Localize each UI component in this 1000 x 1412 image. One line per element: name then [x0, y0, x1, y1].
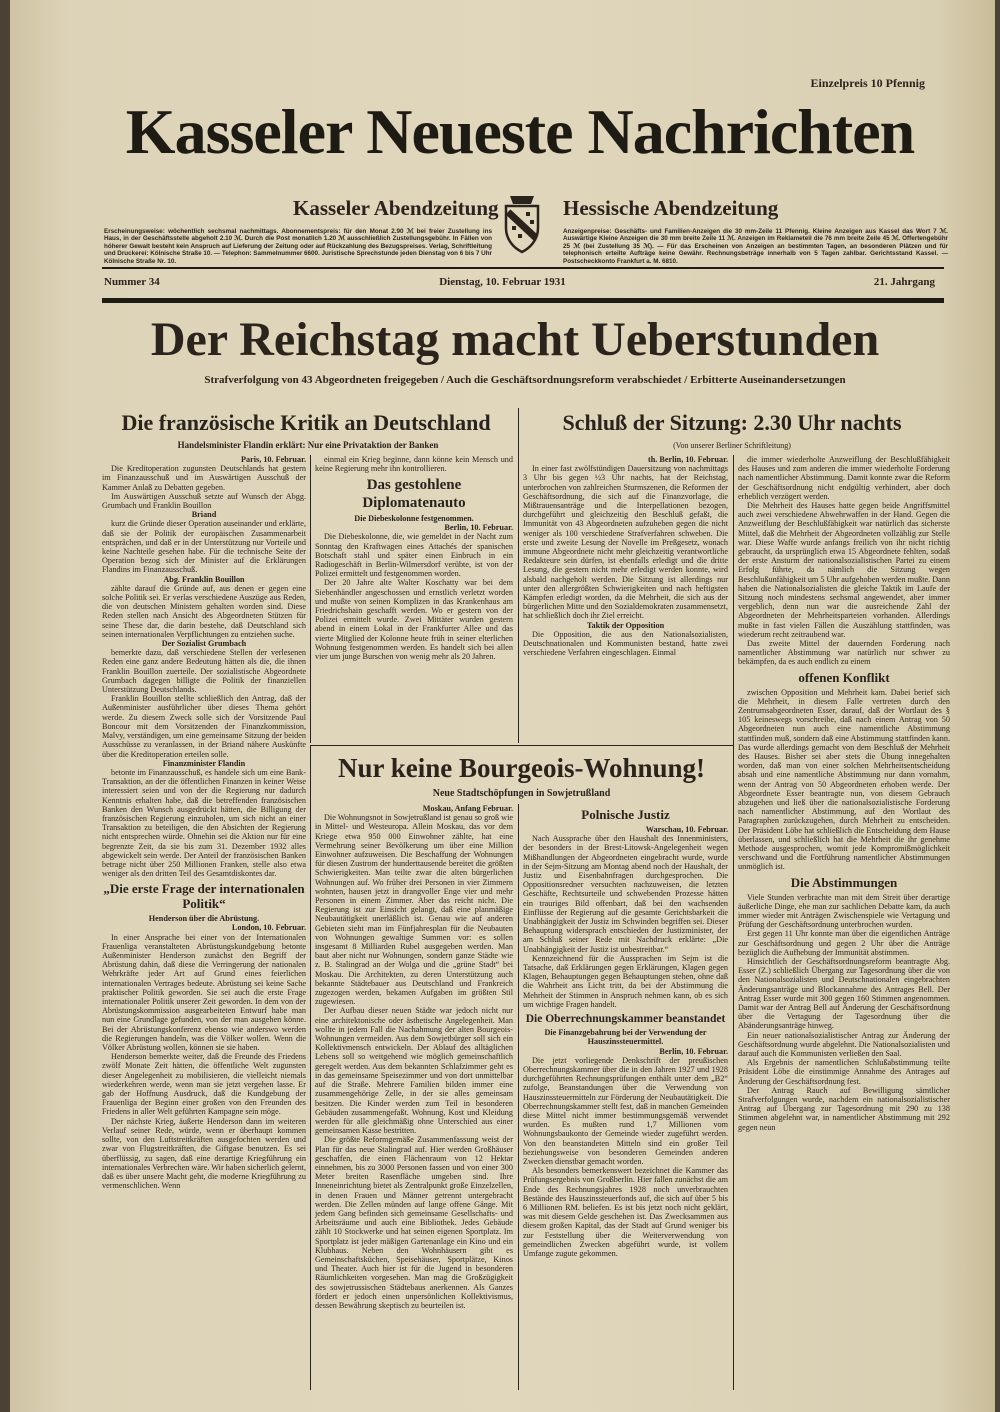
session-body — [523, 455, 728, 657]
paragraph: Als besonders bemerkenswert bezeichnet die Kammer das Prüfungsergebnis von Großberlin. Hier fallen zunächst die am Ende des Rechnungsjahres 1928 noch unverbrauchten Bestände des Hauszinssteuerfonds auf, die sich auf über 5 bis 6 Millionen RM. beliefen. Es ist bis jetzt noch nicht geklärt, was mit diesem Gelde geschehen ist. Das Zwecksammen aus diesem großen Kapital, das der Stadt auf Grund weniger bis zur Feststellung über die Weiterverwendung von gemeindlichen Zwecken abgeführt wurde, ist vollem Umfange zugute gekommen. — [523, 1166, 728, 1259]
newspaper-title: Kasseler Neueste Nachrichten — [125, 96, 915, 167]
subtitle-right: Hessische Abendzeitung — [563, 196, 779, 220]
paragraph: Henderson bemerkte weiter, daß die Freunde des Friedens zwölf Monate Zeit hätten, die öffentliche Welt zugunsten dieser Angelegenheit zu mobilisieren, die vielleicht niemals wiederkehren werde, wenn man sie jetzt vergehen lasse. Er gab der Hoffnung Ausdruck, daß die Kundgebung der Frauenliga der Beginn einer großen von den Freunden des Friedens in aller Welt geführten Kampagne sein möge. — [102, 1052, 306, 1117]
paragraph: Im Auswärtigen Ausschuß setzte auf Wunsch der Abgg. Grumbach und Franklin Bouillon — [102, 491, 306, 511]
section-subheading: Der Sozialist Grumbach — [161, 639, 247, 649]
volume-label: 21. Jahrgang — [873, 276, 935, 288]
conflict-body — [738, 455, 950, 1132]
justice-body — [523, 804, 728, 1258]
paragraph: Der Antrag Rauch auf Bewilligung sämtlicher Strafverfolgungen wurde, nachdem ein nationalsozialistischer Antrag auf Übergang zur Tagesordnung mit 290 zu 138 Stimmen abgelehnt war, in namentlicher Abstimmung mit 292 gegen neun — [738, 1085, 950, 1132]
diplomat-car-dek: Die Diebeskolonne festgenommen. — [354, 513, 474, 523]
divider — [102, 298, 944, 303]
soviet-body — [315, 804, 513, 1310]
dateline: Paris, 10. Februar. — [241, 455, 306, 464]
main-headline: Der Reichstag macht Ueberstunden — [150, 313, 880, 366]
paragraph: Erst gegen 11 Uhr konnte man über die eigentlichen Anträge zur Geschäftsordnung und gegen 2 Uhr über die Anträge bezüglich die Aufhebung der Immunität abstimmen. — [738, 929, 950, 957]
issue-number: Nummer 34 — [104, 276, 160, 288]
paragraph: Viele Stunden verbrachte man mit dem Streit über derartige äußerliche Dinge, ehe man zur sachlichen Debatte kam, da auch immer wieder mit Anträgen Zwischenspiele wie Vertagung und Prüfung der Geschäftsordnung unterbrochen wurden. — [738, 892, 950, 930]
paragraph: Die jetzt vorliegende Denkschrift der preußischen Oberrechnungskammer über die in den Jahren 1927 und 1928 durchgeführten Rechnungsprüfungen enthält unter dem „B2“ zufolge, Beanstandungen über die Verwendung von Hauszinssteuermitteln zur Förderung der Neubautätigkeit. Die Oberrechnungskammer stellt fest, daß in manchen Gemeinden diese Mittel nicht immer bestimmungsgemäß verwendet wurden. Es mußten rund 1,7 Millionen vom Wohnungsbaukonto der Gemeinde wieder zugeführt werden. Von den beanstandeten Mitteln sind ein großer Teil beziehungsweise von besonderen Gemeinden anderen Zwecken dienstbar gemacht worden. — [523, 1055, 728, 1167]
paragraph: Die Diebeskolonne, die, wie gemeldet in der Nacht zum Sonntag den Kraftwagen eines Attachés der spanischen Botschaft stahl und später einen Einbruch in ein Radiogeschäft in Berlin-Wilmersdorf verübte, ist von der Polizei ermittelt und festgenommen worden. — [315, 532, 513, 579]
dateline: Warschau, 10. Februar. — [645, 824, 728, 834]
paragraph: Ein neuer nationalsozialistischer Antrag zur Änderung der Geschäftsordnung wurde abgelehnt. Die Nationalsozialisten und darauf auch die Kommunisten verließen den Saal. — [738, 1030, 950, 1059]
section-subheading: Taktik der Opposition — [586, 620, 665, 630]
politics-dek: Henderson über die Abrüstung. — [148, 914, 260, 924]
dateline: London, 10. Februar. — [231, 923, 306, 933]
paragraph: Kennzeichnend für die Aussprachen im Sejm ist die Tatsache, daß Erklärungen gegen Erklärungen, Klagen gegen Klagen, Behauptungen gegen Behauptungen stehen, ohne daß die Wahrheit ans Licht tritt, da bei der Abstimmung die Mehrheit der Stimmen in Anspruch nehmen kann, ob es sich um wichtige Fragen handelt. — [523, 953, 728, 1009]
column-rule — [310, 455, 311, 743]
diplomat-car-headline: Das gestohlene Diplomatenauto — [362, 477, 466, 511]
paragraph: Als Ergebnis der namentlichen Schlußabstimmung teilte Präsident Löbe die einstimmige Annahme des Antrages auf Änderung der Geschäftsordnung fest. — [738, 1058, 950, 1086]
paragraph: Franklin Bouillon stellte schließlich den Antrag, daß der Außenminister ausführlicher über dieses Thema gehört werde. Zu diesem Zweck solle sich der Vorsitzende Paul Boncour mit dem Vorsitzenden der Finanzkommission, Malvy, verständigen, um eine gemeinsame Sitzung der beiden Ausschüsse zu veranlassen, in der Briand nähere Auskünfte über die Kreditoperation erteilen solle. — [102, 694, 306, 759]
paragraph: Der nächste Krieg, äußerte Henderson dann im weiteren Verlauf seiner Rede, würde, wenn er überhaupt kommen sollte, von den Luftstreitkräften ausgefochten werden und zwar von Flugstreitkräften, die Giftgase benutzen. Es sei überflüssig, zu sagen, daß eine derartige Kriegführung ein internationales Verbrechen wäre. Wir haben sicherlich gelernt, daß es über unsere Macht geht, die moderne Kriegführung zu vermenschlichen. Wenn — [102, 1116, 306, 1191]
advertising-info: Anzeigenpreise: Geschäfts- und Familien-Anzeigen die 30 mm-Zeile 11 Pfennig. Kleine Anzeigen aus Kassel das Wort 7 ℳ. Auswärtige Kleine Anzeigen die 30 mm breite Zeile 11 ℳ. Anzeigen im Reklameteil die 76 mm breite Zeile 45 ℳ. Offertengebühr 25 ℳ (bei Zustellung 35 ℳ). — Für das Erscheinen von Anzeigen an bestimmten Tagen, an besonderen Plätzen und für telephonisch erteilte Aufträge keine Gewähr. Rechnungsbeträge innerhalb von 5 Tagen zahlbar. Gerichtsstand Kassel. — Postscheckkonto Frankfurt a. M. 6810. — [563, 228, 948, 265]
newspaper-page — [10, 0, 995, 1412]
paragraph: Hinsichtlich der Geschäftsordnungsreform beantragte Abg. Esser (Z.) schließlich Übergang zur Tagesordnung über die von den Nationalsozialisten und Deutschnationalen eingebrachten Änderungsanträge und Blockannahme des Antrages Bell. Der Antrag Esser wurde mit 300 gegen 160 Stimmen angenommen. Damit war der Antrag Bell auf Änderung der Geschäftsordnung über die Vertagung der Tagesordnung über die Abänderungsanträge hinweg. — [738, 957, 950, 1031]
paragraph: zählte darauf die Gründe auf, aus denen er gegen eine solche Politik sei. Er verlas verschiedene Auszüge aus Reden, die von deutschen Ministern gehalten worden sind. Diese Reden stellen nach Ansicht des Abgeordneten Stützen für seine These dar, die darin bestehe, daß Deutschland sich seinen internationalen Verpflichtungen zu entziehen suche. — [102, 583, 306, 639]
issue-date: Dienstag, 10. Februar 1931 — [439, 276, 566, 288]
france-body — [102, 455, 306, 1190]
paragraph: bemerkte dazu, daß verschiedene Stellen der verlesenen Reden eine ganz andere Bedeutung hätten als die, die ihnen Franklin Bouillon zuerteile. Der sozialistische Abgeordnete Grumbach dagegen billigte die Politik der finanziellen Unterstützung Deutschlands. — [102, 648, 306, 695]
france-headline: Die französische Kritik an Deutschland — [121, 410, 491, 435]
paragraph: Die größte Reformgemäße Zusammenfassung weist der Plan für das neue Stalingrad auf. Hier werden Großhäuser geschaffen, die einen Flächenraum von 12 Hektar einnehmen, bis zu 3000 Personen fassen und von einer 300 Meter breiten Rasenfläche umgeben sind. Ihre Inneneinrichtung bietet als Zentralpunkt große Einzelzellen, in denen Frauen und Männer getrennt untergebracht werden. Die Zellen münden auf lange offene Gänge. Mit jedem Gang befinden sich gemeinsame Gesellschafts- und Arbeitsräume und auch eine Bibliothek. Jedes Gebäude zählt 10 Stockwerke und hat seinen eigenen Sportplatz. Im Sportplatz ist jeder mäßigen Gartenanlage ein Kino und ein Klubhaus. Neben den Wohnhäusern gibt es Gemeinschaftsküchen, Speisehäuser, Sportplätze, Kinos und Theater. Auch hier ist für die Jugend in besonderen Räumlichkeiten vorgesehen. Man mag die Großzügigkeit des sowjetrussischen Städtebaus anerkennen. Als Ganzes fördert er jedoch einen unpersönlichen Kollektivismus, dessen Bewährung skeptisch zu beurteilen ist. — [315, 1135, 513, 1310]
paragraph: Die Kreditoperation zugunsten Deutschlands hat gestern im Finanzausschuß und im Auswärtigen Ausschuß der Kammer Anlaß zu Debatten gegeben. — [102, 464, 306, 492]
diplomat-car-body — [315, 455, 513, 661]
paragraph: zwischen Opposition und Mehrheit kam. Dabei berief sich die Mehrheit, in diesem Falle vertreten durch den Zentrumsabgeordneten Esser, darauf, daß der Wortlaut des § 105 keineswegs vorschreibe, daß nach einem Antrag von 50 Abgeordneten nun auch eine namentliche Abstimmung stattfinden muß, sondern daß eine Abstimmung stattfinden kann. Das wurde allerdings gemacht von dem Beschluß der Mehrheit des Hauses. Bisher sei aber stets die Übung innegehalten worden, daß man von einer solchen Mehrheitsentscheidung absah und eine namentliche Abstimmung nur dann vornahm, wenn der Antrag von 50 Abgeordneten erhoben werde. Der Abgeordnete Esser beantragte nun, von diesem Gebrauch abzugehen und ließ über die nationalsozialistische Forderung nach namentlicher Abstimmung, auf den Wortlaut des Paragraphen zurückzugehen, durch Mehrheit zu entscheiden. Der Präsident Löbe hat schließlich die Entscheidung dem Hause überlassen, und schließlich hat die Mehrheit die ihr genehme Methode ausgesprochen, womit jede Kompromißmöglichkeit verschwand und die Fortführung namentlicher Abstimmungen unmöglich ist. — [738, 687, 950, 872]
section-subheading: Finanzminister Flandin — [162, 758, 246, 768]
section-subheading: Abg. Franklin Bouillon — [163, 574, 245, 584]
column-rule — [518, 408, 519, 743]
audit-heading: Die Oberrechnungskammer beanstandet — [525, 1013, 726, 1025]
divider — [102, 267, 944, 269]
paragraph: Die Wohnungsnot in Sowjetrußland ist genau so groß wie in Mittel- und Westeuropa. Allein Moskau, das vor dem Kriege etwa 950 000 Einwohner zählte, hat eine Vermehrung seiner Bevölkerung um über eine Million Einwohner aufzuweisen. Die Beschaffung der Wohnungen für diesen Zustrom der hunderttausende bereitet die größten Schwierigkeiten. Man teilte zwar die alten bürgerlichen Wohnungen auf. Wo früher drei Personen in vier Zimmern wohnten, hausen jetzt in drangvoller Enge vier und mehr Personen in einem Zimmer. Aber das reicht nicht. Die Regierung ist zur Einsicht gelangt, daß eine planmäßige Neubautätigkeit unerläßlich ist. Genau wie auf anderen Gebieten sieht man im Fünfjahresplan für die Neubauten von Wohnungen gewaltige Summen vor: es sollen insgesamt 8 Milliarden Rubel ausgegeben werden. Man baut aber nicht nur Wohnungen, sondern ganze Städte wie z. B. Stalingrad an der Wolga und die „grüne Stadt“ bei Moskau. Die Architekten, zu deren Unterstützung auch bekannte Städtebauer aus Deutschland und Frankreich zugezogen werden, bekamen Aufgaben im größten Stil zugewiesen. — [315, 813, 513, 1007]
votes-heading: Die Abstimmungen — [790, 874, 898, 890]
paragraph: Das zweite Mittel der dauernden Forderung nach namentlicher Abstimmung war natürlich nur schwer zu bekämpfen, da es auch endlich zu einem — [738, 639, 950, 667]
paragraph: Nach Aussprache über den Haushalt des Innenministers, der besonders in der Brest-Litowsk-Angelegenheit wegen Mißhandlungen der Abgeordneten eingebracht wurde, wurde in der Sejm-Sitzung am Montag abend noch der Haushalt, der Justiz und Eisenbahnfragen durchgesprochen. Die Oppositionsredner versuchten nachzuweisen, die letzten Geschäfte, Rechtsurteile und schwebenden Prozesse hätten ein trauriges Bild offenbart, daß bei den wachsenden Einflüsse der Regierung auf die gesamte Gerichtsbarkeit die Unabhängigkeit der Justiz im Schwinden begriffen sei. Dieser Behauptung widersprach entschieden der Justizminister, der am Schluß seiner Rede mit Nachdruck erklärte: „Die Unabhängigkeit der Justiz ist unbestreitbar.“ — [523, 834, 728, 954]
paragraph: die immer wiederholte Anzweiflung der Beschlußfähigkeit des Hauses und zum anderen die immer wiederholte Forderung nach namentlicher Abstimmung. Damit konnte zwar die Reform der Geschäftsordnung nicht endgültig verhindert, aber doch erheblich verzögert werden. — [738, 455, 950, 501]
dateline: Berlin, 10. Februar. — [444, 523, 513, 533]
paragraph: kurz die Gründe dieser Operation auseinander und erklärte, daß sie der Politik der europäischen Zusammenarbeit entsprächen, und daß er in der Unterstützung nur Vorteile und keine Nachteile gesehen habe. Für die technische Seite der Operation bezog sich der Minister auf die Erklärungen Flandins im Finanzausschuß. — [102, 519, 306, 575]
politics-headline: „Die erste Frage der internationalen Politik“ — [103, 881, 305, 912]
paragraph: In einer Ansprache bei einer von der Internationalen Frauenliga veranstalteten Abrüstungskundgebung betonte Außenminister Henderson zunächst den Begriff der Abrüstung dahin, daß diese die Verringerung der nationalen Wehrkräfte jeder Art auf Grund eines feierlichen internationalen Vertrages bedeute. Abrüstung sei keine Sache praktischer Politik geworden. Sie sei auch die erste Frage internationaler Politik unserer Zeit geworden. In dem von der Abrüstungskommission ausgearbeiteten Entwurf habe man nun eine Grundlage gefunden, von der man ausgehen könne. Bei der Abrüstungskonferenz ebenso wie anderswo werden die Regierungen handeln, was die Völker wollen. Wenn die Völker Abrüstung wollen, können sie sie haben. — [102, 932, 306, 1053]
column-rule — [518, 804, 519, 1390]
paragraph: einmal ein Krieg beginne, dann könne kein Mensch und keine Regierung mehr ihn kontrollieren. — [315, 455, 513, 474]
paragraph: Der 20 Jahre alte Walter Koschatty war bei dem Siebenhändler angeschossen und ernstlich verletzt worden und mußte von seinen Komplizen in das Krankenhaus am Friedrichshain geschafft werden. Wo er gestern von der Polizei ermittelt wurde. Zwei Mittäter wurden gestern abend in einem Lokal in der Frankfurter Allee und das vierte Mitglied der Kolonne heute früh in seiner elterlichen Wohnung festgenommen werden. Es handelt sich bei allen vier um junge Burschen von wenig mehr als 20 Jahren. — [315, 578, 513, 661]
polish-justice-heading: Polnische Justiz — [581, 807, 670, 822]
session-dek: (Von unserer Berliner Schriftleitung) — [673, 441, 791, 450]
soviet-dek: Neue Stadtschöpfungen in Sowjetrußland — [432, 788, 611, 799]
subscription-info: Erscheinungsweise: wöchentlich sechsmal nachmittags. Abonnementspreis: für den Monat 2.90 ℳ bei freier Zustellung ins Haus, in der Geschäftsstelle abgeholt 2.10 ℳ. Durch die Post monatlich 1.20 ℳ ausschließlich Zustellungsgebühr. In Fällen von höherer Gewalt besteht kein Anspruch auf Lieferung der Zeitung oder auf Rückzahlung des Bezugspreises. Verlag, Schriftleitung und Druckerei: Kölnische Straße 10. — Telephon: Sammelnummer 6600. Juristische Sprechstunde jeden Dienstag von 6 bis 7 Uhr Kölnische Straße Nr. 10. — [104, 228, 492, 265]
paragraph: Die Opposition, die aus den Nationalsozialisten, Deutschnationalen und Kommunisten bestand, hatte zwei verschiedene Verfahren eingeschlagen. Einmal — [523, 629, 728, 658]
subtitle-left: Kasseler Abendzeitung — [293, 196, 499, 220]
section-subheading: Briand — [191, 510, 217, 520]
divider — [310, 745, 733, 746]
price-label: Einzelpreis 10 Pfennig — [810, 76, 925, 90]
dateline: Berlin, 10. Februar. — [659, 1046, 728, 1056]
paragraph: betonte im Finanzausschuß, es handele sich um eine Bank-Transaktion, an der die öffentlichen Finanzen in keiner Weise interessiert seien und von der die Regierung nur dadurch Kenntnis erhalten habe, daß die betreffenden französischen Banken den Wunsch ausgedrückt hätten, die Billigung der französischen Regierung einzuholen, um sich nicht an einer Transaktion zu beteiligen, die den Absichten der Regierung nicht entsprechen würde. Ohnehin sei die Aktion nur für eine begrenzte Zeit, da sie bis zum 31. Dezember 1932 alles abgewickelt sein werde. Der Anteil der französischen Banken betrage nicht über 250 Millionen Franken, stelle also etwa weniger als den dritten Teil des Gesamtdiskontes dar. — [102, 767, 306, 879]
coat-of-arms-icon — [500, 192, 544, 254]
paragraph: In einer fast zwölfstündigen Dauersitzung von nachmittags 3 Uhr bis gegen ½3 Uhr nachts, hat der Reichstag, unterbrochen von zahlreichen Sturmszenen, die Reformen der Geschäftsordnung, die sich auf die Finanzvorlage, die Mißtrauensanträge und die Interpellationen bezogen, durchgeführt und gleichzeitig den Beschluß gefaßt, die Immunität von 43 Abgeordneten aufzuheben gegen die nicht weniger als 100 verschiedene Strafverfahren schweben. Die erste und zweite Lesung der Novelle im Preßgesetz, wonach immune Abgeordnete nicht mehr gleichzeitig verantwortliche Redakteure sein dürfen, ist ebenfalls erledigt und die dritte Lesung, die gestern nicht mehr erledigt werden konnte, wird alsbald nachgeholt werden. Die Sitzung ist allerdings nur unter den allergrößten Schwierigkeiten und nach heftigsten Kämpfen erledigt worden, da die Mehrheit, die sich aus der bürgerlichen Mitte und den Sozialdemokraten zusammensetzt, hat schließlich doch ihr Ziel erreicht. — [523, 464, 728, 621]
dateline: th. Berlin, 10. Februar. — [648, 455, 728, 464]
session-headline: Schluß der Sitzung: 2.30 Uhr nachts — [562, 410, 902, 435]
column-rule — [733, 455, 734, 1390]
conflict-heading: offenen Konflikt — [798, 669, 890, 685]
paragraph: Der Aufbau dieser neuen Städte war jedoch nicht nur eine architektonische oder ästhetische Angelegenheit. Man wollte in jedem Fall die Nachahmung der alten Bourgeois-Wohnungen vermeiden. Aus dem Sowjetbürger soll sich ein Kollektivmensch entwickeln. Der Ablauf des alltäglichen Lebens soll so weitgehend wie möglich gemeinschaftlich geregelt werden. Aus dem bekannten Schlafzimmer geht es in das gemeinsame Speisezimmer und von dort unmittelbar auf die Straße. Mehrere Familien bilden immer eine zusammengehörige Zelle, in der sie alles gemeinsam besitzen. Die Kinder werden zum Teil in besonderen Gebäuden zusammengefaßt. Wohnung, Kost und Kleidung werden für alle gleichmäßig ohne Unterschied aus einer gemeinsamen Kasse bestritten. — [315, 1006, 513, 1136]
main-subline: Strafverfolgung von 43 Abgeordneten freigegeben / Auch die Geschäftsordnungsreform verabschiedet / Erbitterte Auseinandersetzungen — [204, 374, 846, 386]
soviet-headline: Nur keine Bourgeois-Wohnung! — [337, 753, 706, 783]
france-dek: Handelsminister Flandin erklärt: Nur eine Privataktion der Banken — [177, 440, 439, 450]
dateline: Moskau, Anfang Februar. — [422, 804, 513, 813]
audit-dek: Die Finanzgebahrung bei der Verwendung der Hauszinssteuermittel. — [544, 1028, 707, 1047]
paragraph: Die Mehrheit des Hauses hatte gegen beide Angriffsmittel auch zwei verschiedene Abwehrwaffen in der Hand. Gegen die Anzweiflung der Beschlußfähigkeit war natürlich das sicherste Mittel, daß die Mehrheit der Abgeordneten vollzählig zur Stelle war. Diese Waffe wurde anfangs freilich von ihr nicht richtig gebraucht, da ursprünglich etwa 15 Abgeordnete fehlten, sodaß der erste Ansturm der nationalsozialistischen Partei zu einem Erfolg führte, da nämlich die Sitzung wegen Beschlußunfähigkeit um 5 Uhr aufgehoben werden mußte. Dann haben die Nationalsozialisten die gleiche Taktik im Laufe der Sitzung noch mindestens sechsmal angewendet, aber immer vergeblich, denn nun war die ausreichende Zahl der Abgeordneten der Mehrheitsparteien vorhanden. Allerdings mußte in fast vielen Fällen die Auszählung stattfinden, was wiederum recht zeitraubend war. — [738, 501, 950, 639]
column-rule — [310, 745, 311, 1390]
